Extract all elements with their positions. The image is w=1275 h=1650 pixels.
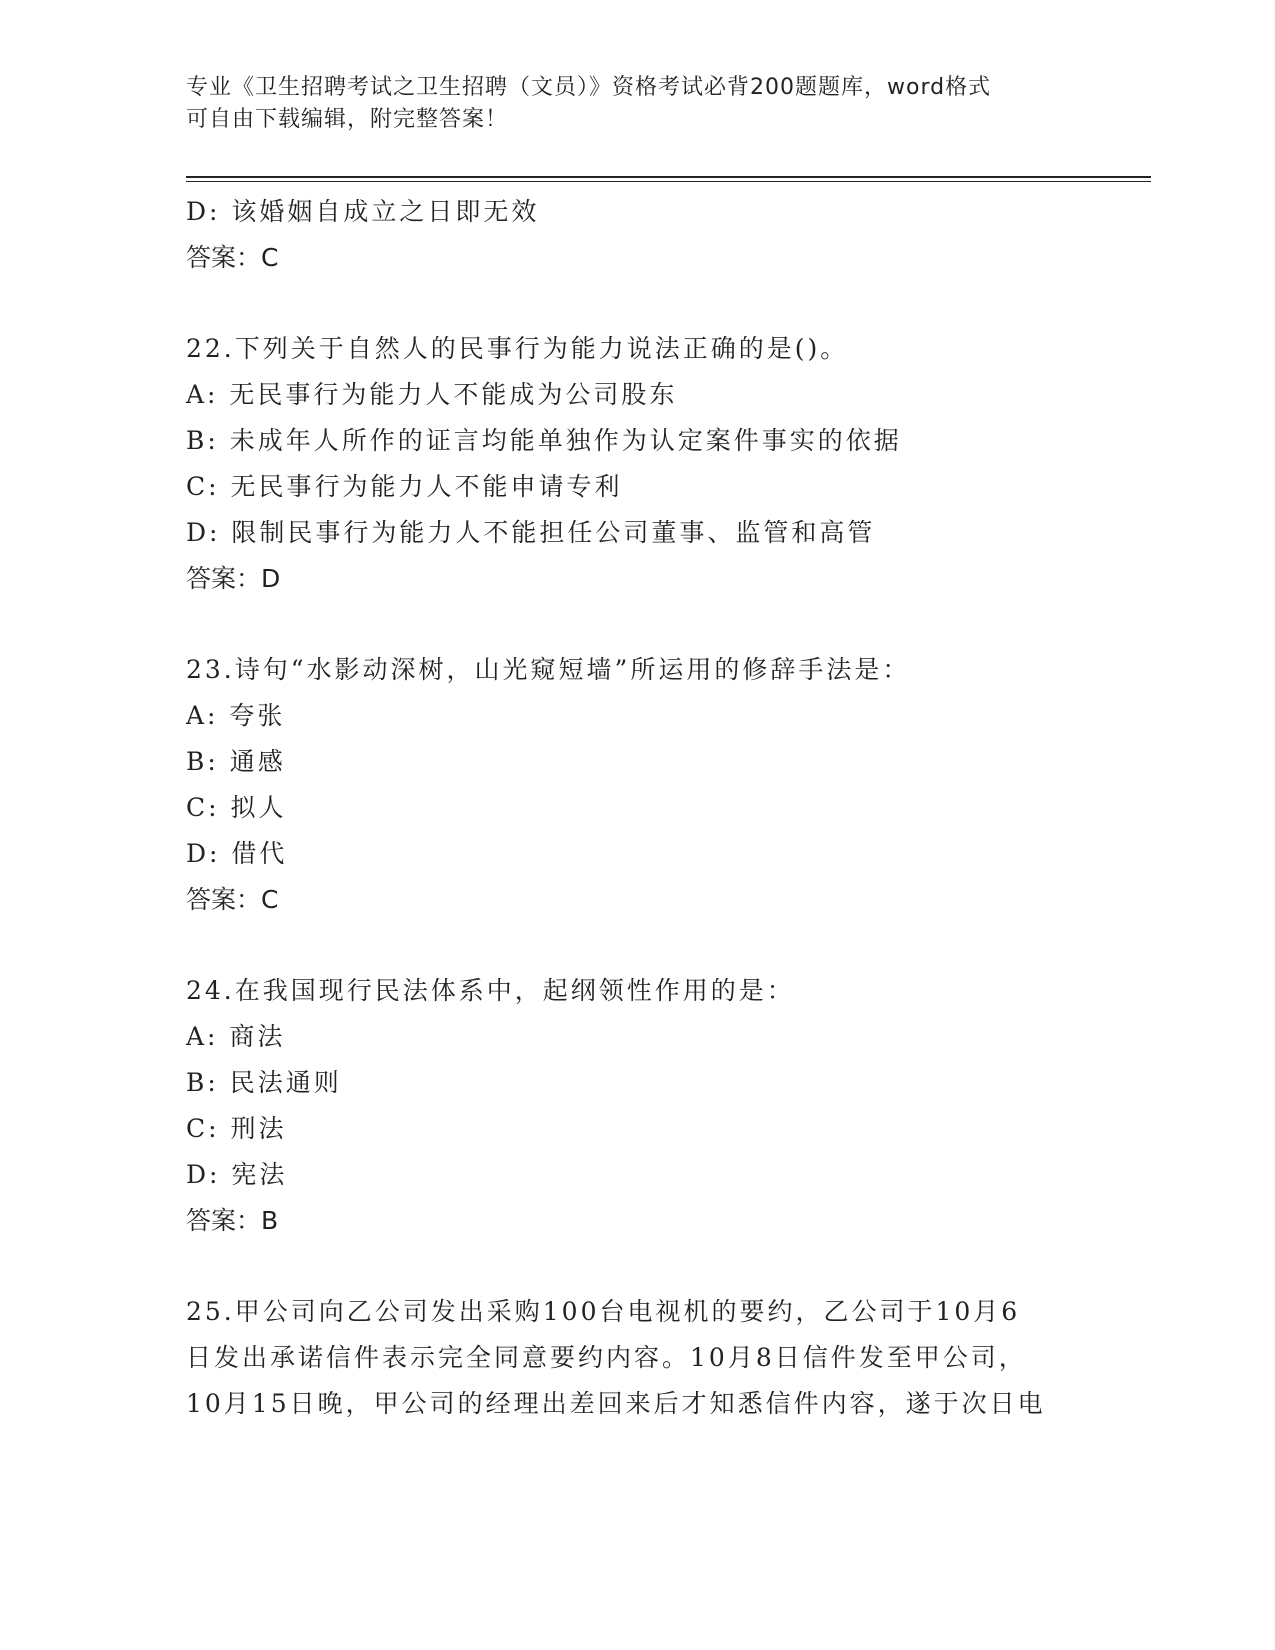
- answer-line: 答案：B: [186, 1206, 279, 1235]
- option-c: C: 拟人: [186, 793, 287, 822]
- question-24: [186, 968, 1151, 1244]
- header-line-1: 专业《卫生招聘考试之卫生招聘（文员）》资格考试必背200题题库，word格式: [186, 75, 992, 100]
- page-header: [186, 72, 1086, 136]
- option-b: B: 通感: [186, 747, 286, 776]
- option-a: A: 商法: [186, 1022, 286, 1051]
- question-stem: 22.下列关于自然人的民事行为能力说法正确的是()。: [186, 334, 849, 363]
- header-divider-thin: [186, 181, 1151, 182]
- option-a: A: 无民事行为能力人不能成为公司股东: [186, 380, 678, 409]
- answer-line: 答案：D: [186, 564, 281, 593]
- option-d: D: 借代: [186, 839, 288, 868]
- question-stem: 24.在我国现行民法体系中，起纲领性作用的是：: [186, 976, 795, 1005]
- option-a: A: 夸张: [186, 701, 286, 730]
- question-stem-line-2: 日发出承诺信件表示完全同意要约内容。10月8日信件发至甲公司，: [186, 1343, 1027, 1372]
- question-22: [186, 326, 1151, 602]
- option-d: D: 宪法: [186, 1160, 288, 1189]
- question-25: [186, 1289, 1151, 1427]
- header-line-2: 可自由下载编辑，附完整答案！: [186, 107, 509, 132]
- option-d: D: 该婚姻自成立之日即无效: [186, 197, 540, 226]
- option-d: D: 限制民事行为能力人不能担任公司董事、监管和高管: [186, 518, 876, 547]
- option-c: C: 刑法: [186, 1114, 287, 1143]
- question-23: [186, 647, 1151, 923]
- question-stem-line-1: 25.甲公司向乙公司发出采购100台电视机的要约，乙公司于10月6: [186, 1297, 1021, 1326]
- option-b: B: 民法通则: [186, 1068, 342, 1097]
- question-stem-line-3: 10月15日晚，甲公司的经理出差回来后才知悉信件内容，遂于次日电: [186, 1389, 1046, 1418]
- header-divider-thick: [186, 176, 1151, 178]
- option-b: B: 未成年人所作的证言均能单独作为认定案件事实的依据: [186, 426, 902, 455]
- question-content: [186, 189, 1151, 1427]
- answer-line: 答案：C: [186, 885, 279, 914]
- option-c: C: 无民事行为能力人不能申请专利: [186, 472, 623, 501]
- answer-line: 答案：C: [186, 243, 279, 272]
- question-stem: 23.诗句“水影动深树，山光窥短墙”所运用的修辞手法是：: [186, 655, 911, 684]
